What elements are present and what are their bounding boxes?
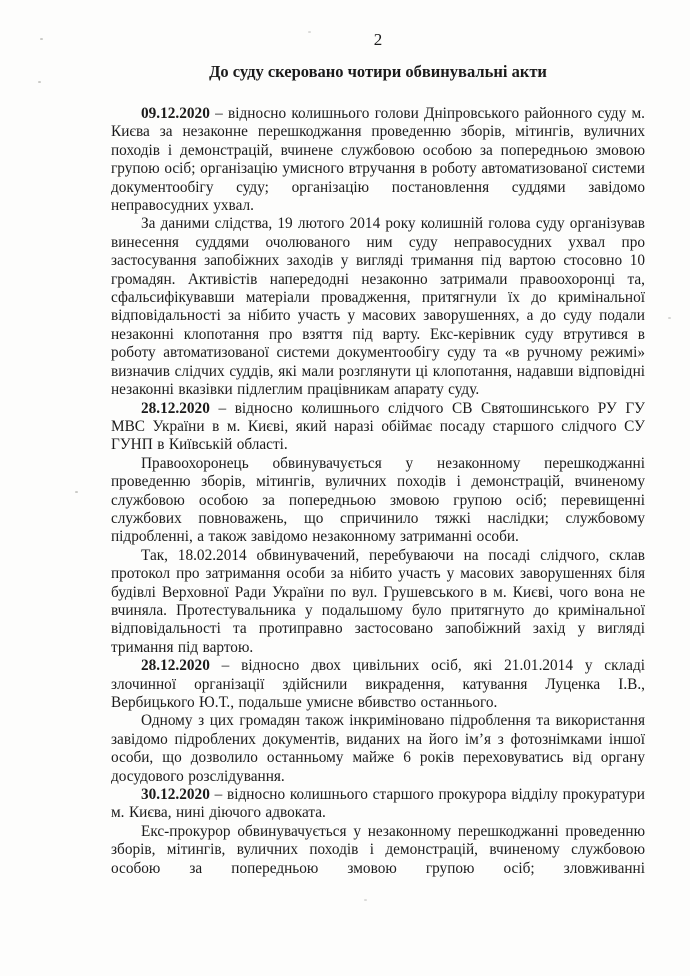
scan-speck: [40, 38, 43, 40]
document-heading: До суду скеровано чотири обвинувальні акти: [209, 62, 547, 81]
scan-speck: [668, 317, 671, 319]
paragraph: Одному з цих громадян також інкриміновано підроблення та використання завідомо підроблених документів, виданих на його ім’я з фотознімками іншої особи, що дозволило останньому майже 6 років переховуватись від органу досудового розслідування.: [111, 712, 645, 785]
scan-speck: [364, 899, 367, 901]
scan-speck: [75, 491, 78, 493]
paragraph-date: 28.12.2020: [141, 657, 210, 675]
paragraph: 28.12.2020 – відносно колишнього слідчого СВ Святошинського РУ ГУ МВС України в м. Києві, який наразі обіймає посаду старшого слідчого СУ ГУНП в Київській області.: [111, 399, 645, 454]
paragraph: За даними слідства, 19 лютого 2014 року колишній голова суду організував винесення суддями очолюваного ним суду неправосудних ухвал про застосування запобіжних заходів у вигляді тримання під вартою стосовно 10 громадян. Активістів напередодні незаконно затримали правоохоронці та, сфальсифікувавши матеріали провадження, притягнули їх до кримінальної відповідальності за нібито участь у масових заворушеннях, а до суду подали незаконні клопотання про взяття під варту. Екс-керівник суду втрутився в роботу автоматизованої системи документообігу суду та «в ручному режимі» визначив слідчих суддів, які мали розглянути ці клопотання, надавши відповідні незаконні вказівки підлеглим працівникам апарату суду.: [111, 215, 645, 399]
scan-speck: [38, 81, 41, 83]
paragraph: Так, 18.02.2014 обвинувачений, перебуваючи на посаді слідчого, склав протокол про затримання особи за нібито участь у масових заворушеннях біля будівлі Верховної Ради України по вул. Грушевського в м. Києві, чого вона не вчиняла. Протестувальника у подальшому було притягнуто до кримінальної відповідальності та протиправно застосовано запобіжний захід у вигляді тримання під вартою.: [111, 546, 645, 656]
paragraph: 28.12.2020 – відносно двох цивільних осіб, які 21.01.2014 у складі злочинної організації здійснили викрадення, катування Луценка І.В., Вербицького Ю.Т., подальше умисне вбивство останнього.: [111, 657, 645, 711]
paragraph-date: 09.12.2020: [141, 105, 210, 122]
page-number: 2: [373, 30, 383, 49]
paragraph-date: 28.12.2020: [141, 399, 210, 417]
paragraph: Екс-прокурор обвинувачується у незаконному перешкоджанні проведенню зборів, мітингів, вуличних походів і демонстрацій, вчиненому службовою особою за попередньою змовою групою осіб; зловживанні: [111, 822, 645, 877]
paragraph: 30.12.2020 – відносно колишнього старшого прокурора відділу прокуратури м. Києва, нині діючого адвоката.: [111, 786, 645, 822]
document-body: [111, 105, 645, 878]
paragraph: Правоохоронець обвинувачується у незаконному перешкоджанні проведенню зборів, мітингів, вуличних походів і демонстрацій, вчиненому службовою особою за попередньою змовою групою осіб; перевищенні службових повноважень, що спричинило тяжкі наслідки; службовому підробленні, а також завідомо незаконному затриманні особи.: [111, 454, 645, 546]
paragraph: 09.12.2020 – відносно колишнього голови Дніпровського районного суду м. Києва за незаконне перешкоджання проведенню зборів, мітингів, вуличних походів і демонстрацій, вчинене службовою особою за попередньою змовою групою осіб; організацію умисного втручання в роботу автоматизованої системи документообігу суду; організацію постановлення суддями завідомо неправосудних ухвал.: [111, 105, 645, 215]
page-content: [111, 30, 645, 878]
paragraph-date: 30.12.2020: [141, 786, 210, 804]
